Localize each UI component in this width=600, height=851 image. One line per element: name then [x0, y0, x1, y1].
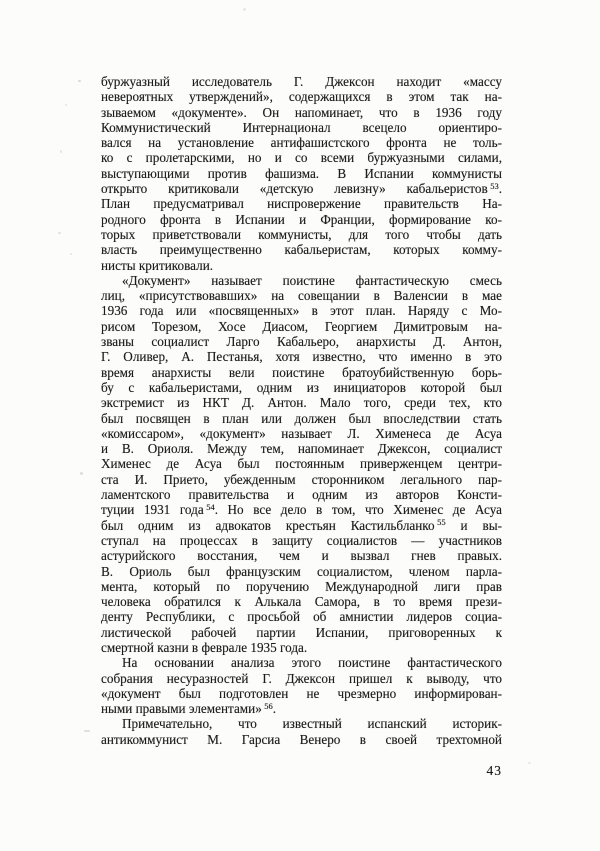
text-line: «Документ» называет поистине фантастическую смесь [122, 272, 502, 288]
text-line: бу с кабальеристами, одним из инициаторов которой был [101, 379, 502, 395]
text-line: человека обратился к Алькала Самора, в то время прези- [101, 594, 502, 610]
text-line: Г. Оливер, А. Пестанья, хотя известно, что именно в это [101, 349, 502, 365]
scan-speck [84, 730, 90, 732]
text-line: рисом Торезом, Хосе Диасом, Георгием Димитровым на- [101, 318, 502, 334]
text-line: Хименес де Асуа был постоянным приверженцем центри- [101, 456, 502, 472]
text-line: денту Республики, с просьбой об амнистии лидеров социа- [101, 609, 502, 625]
text-line: Примечательно, что известный испанский историк- [122, 716, 502, 732]
scan-speck [243, 8, 246, 11]
text-block [101, 74, 502, 747]
paragraph [101, 716, 502, 747]
text-line: открыто критиковали «детскую левизну» кабальеристов $^{53}$. [101, 180, 502, 197]
text-line: вался на установление антифашистского фронта не толь- [101, 135, 502, 151]
text-line: ламентского правительства и одним из авторов Консти- [101, 487, 502, 503]
text-line: астурийского восстания, чем и вызвал гнев правых. [101, 548, 502, 564]
text-line: 1936 года или «посвященных» в этот план. Наряду с Мо- [101, 303, 502, 319]
text-line: В. Ориоль был французским социалистом, членом парла- [101, 563, 502, 579]
text-line: власть преимущественно кабальеристам, которых комму- [101, 242, 502, 258]
text-line: лиц, «присутствовавших» на совещании в Валенсии в мае [101, 288, 502, 304]
paragraph [101, 74, 502, 273]
text-line: собрания несуразностей Г. Джексон пришел к выводу, что [101, 670, 502, 686]
paragraph [101, 655, 502, 716]
scan-speck [58, 232, 61, 234]
text-line: мента, который по поручению Международной лиги прав [101, 578, 502, 594]
text-line: и В. Ориоля. Между тем, напоминает Джексон, социалист [101, 441, 502, 457]
footnote-ref: 54 [206, 501, 215, 512]
page-number: 43 [486, 763, 502, 778]
text-line: был одним из адвокатов крестьян Кастильбланко $^{55}$ и вы- [101, 517, 502, 533]
text-line: План предусматривал ниспровержение правительств На- [101, 196, 502, 212]
scan-speck [65, 104, 67, 106]
text-line: невероятных утверждений», содержащихся в этом так на- [101, 89, 502, 105]
footnote-ref: 56 [264, 700, 273, 711]
text-line: нисты критиковали. [101, 257, 214, 273]
text-line: Коммунистический Интернационал всецело ориентиро- [101, 119, 502, 135]
footnote-ref: 53 [490, 180, 499, 191]
text-line: ными правыми элементами» $^{56}$. [101, 700, 277, 717]
scan-speck [528, 762, 531, 764]
text-line: антикоммунист М. Гарсиа Венеро в своей трехтомной [101, 731, 502, 747]
text-line: торых приветствовали коммунисты, для того чтобы дать [101, 226, 502, 242]
text-line: смертной казни в феврале 1935 года. [101, 639, 308, 655]
scan-speck [70, 253, 72, 255]
text-line: экстремист из НКТ Д. Антон. Мало того, среди тех, кто [101, 395, 502, 411]
text-line: зываемом «документе». Он напоминает, что в 1936 году [101, 104, 502, 120]
text-line: выступающими против фашизма. В Испании коммунисты [101, 165, 502, 181]
scan-speck [78, 80, 81, 82]
scan-speck [60, 150, 62, 153]
text-line: был посвящен в план или должен был впоследствии стать [101, 410, 502, 426]
text-line: ста И. Прието, убежденным сторонником легального пар- [101, 471, 502, 487]
text-line: ко с пролетарскими, но и со всеми буржуазными силами, [101, 150, 502, 166]
text-line: буржуазный исследователь Г. Джексон находит «массу [101, 74, 502, 89]
paragraph [101, 273, 502, 655]
text-line: родного фронта в Испании и Франции, формирование ко- [101, 211, 502, 227]
scan-speck [80, 472, 83, 475]
footnote-ref: 55 [437, 517, 446, 528]
text-line: время анархисты вели поистине братоубийственную борь- [101, 364, 502, 380]
text-line: На основании анализа этого поистине фантастического [122, 655, 502, 671]
text-line: туции 1931 года $^{54}$. Но все дело в том, что Хименес де Асуа [101, 501, 502, 518]
text-line: ступал на процессах в защиту социалистов — участников [101, 532, 502, 548]
text-line: «документ был подготовлен не чрезмерно информирован- [101, 685, 502, 701]
text-line: листической рабочей партии Испании, приговоренных к [101, 624, 502, 640]
text-line: «комиссаром», «документ» называет Л. Хименеса де Асуа [101, 425, 502, 441]
text-line: званы социалист Ларго Кабальеро, анархисты Д. Антон, [101, 334, 502, 350]
